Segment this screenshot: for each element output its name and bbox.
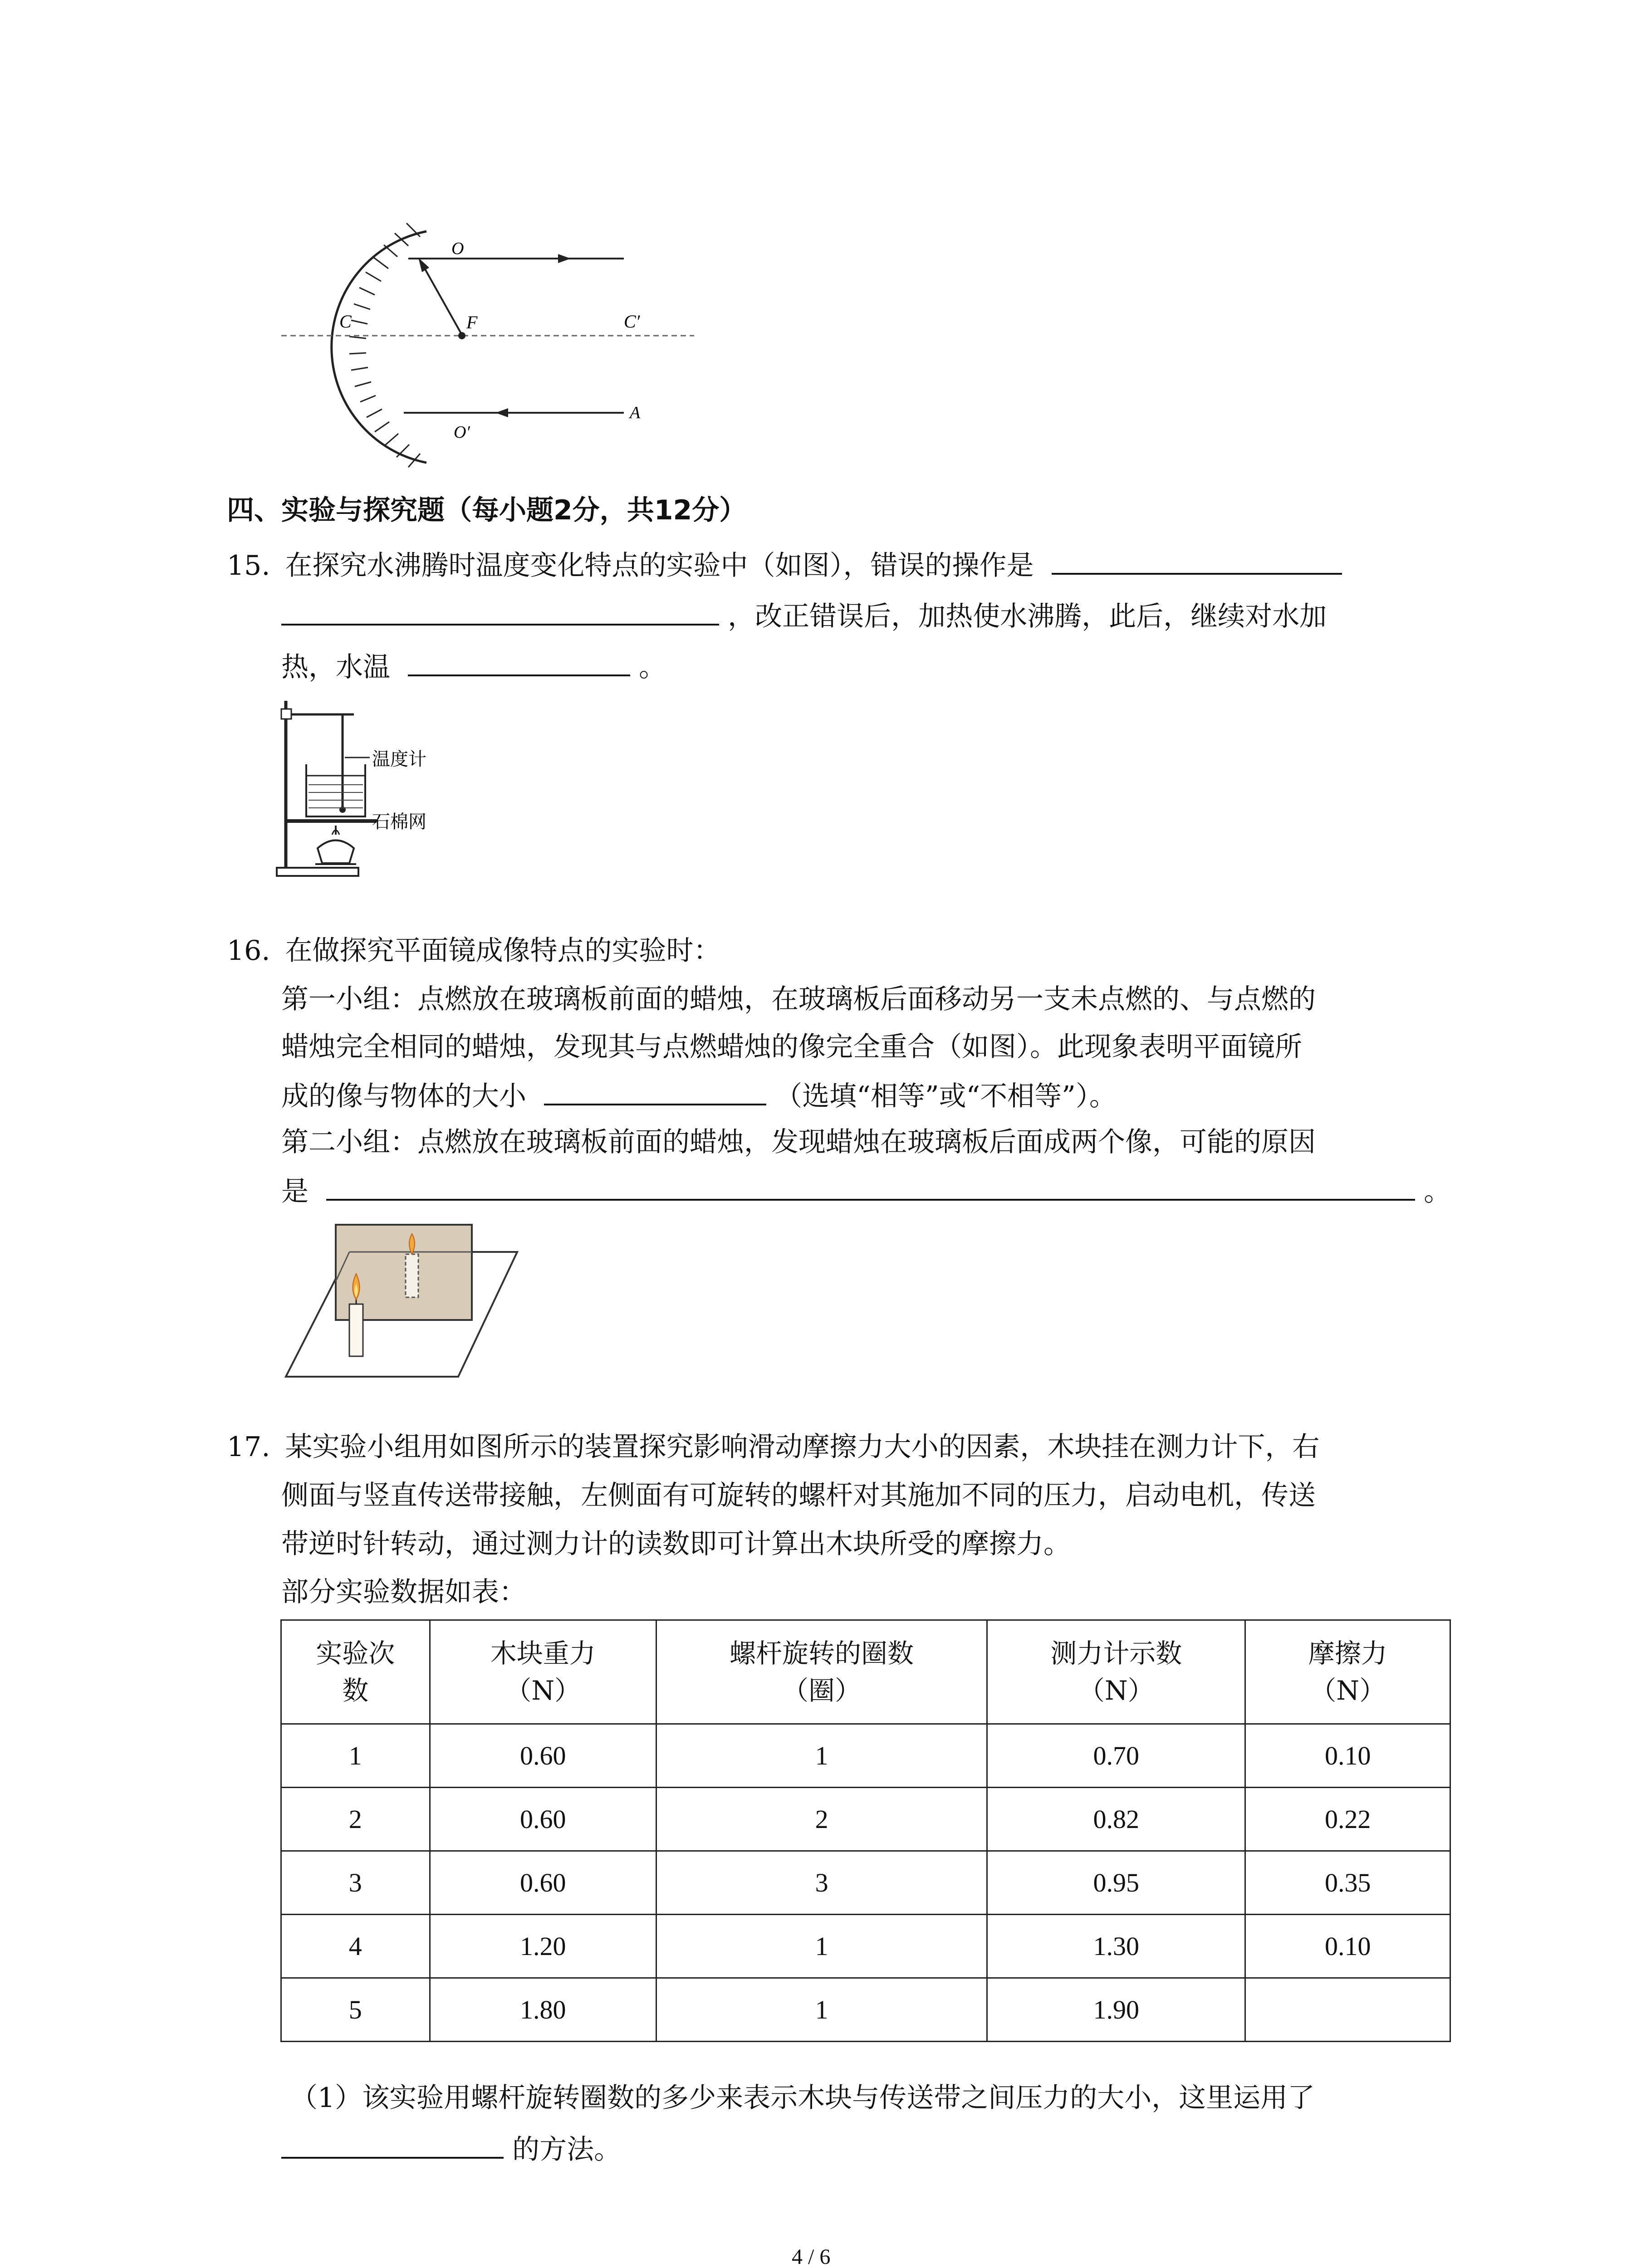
- cell: 1: [656, 1724, 987, 1788]
- cell: 1: [281, 1724, 430, 1788]
- q16-g2-text2b: 。: [1424, 1176, 1451, 1207]
- cell: 0.70: [987, 1724, 1245, 1788]
- cell: 1: [656, 1915, 987, 1978]
- cell: 3: [281, 1851, 430, 1915]
- q16-number: 16.: [227, 935, 270, 967]
- cell: 0.82: [987, 1788, 1245, 1851]
- table-row: [281, 1978, 1450, 2042]
- label-O-prime: O′: [454, 423, 470, 442]
- cell: 1.90: [987, 1978, 1245, 2042]
- q16-line-intro: [227, 933, 721, 969]
- cell: 0.35: [1245, 1851, 1450, 1915]
- q15-text3b: 。: [639, 651, 666, 683]
- header-turns: 螺杆旋转的圈数 （圈）: [656, 1620, 987, 1724]
- page-number: 4 / 6: [792, 2245, 831, 2268]
- q16-g2-text2a: 是: [281, 1176, 309, 1207]
- table-row: [281, 1915, 1450, 1978]
- thermometer-label: 温度计: [372, 749, 426, 770]
- q17-line4: 部分实验数据如表：: [281, 1576, 526, 1608]
- q16-g1-text3a: 成的像与物体的大小: [281, 1080, 526, 1112]
- table-row: [281, 1724, 1450, 1788]
- q16-g1-line2: 蜡烛完全相同的蜡烛，发现其与点燃蜡烛的像完全重合（如图）。此现象表明平面镜所: [281, 1031, 1302, 1063]
- q15-text3a: 热，水温: [281, 651, 390, 683]
- header-trial: 实验次 数: [281, 1620, 430, 1724]
- section-heading: 四、实验与探究题（每小题2分，共12分）: [227, 494, 747, 526]
- label-F: F: [466, 312, 478, 332]
- cell: 0.10: [1245, 1724, 1450, 1788]
- q15-text1: 在探究水沸腾时温度变化特点的实验中（如图），错误的操作是: [285, 550, 1034, 582]
- table-row: [281, 1788, 1450, 1851]
- q16-g2-line1: 第二小组：点燃放在玻璃板前面的蜡烛，发现蜡烛在玻璃板后面成两个像，可能的原因: [281, 1126, 1316, 1158]
- friction-data-table: [280, 1619, 1451, 2042]
- label-C: C: [339, 311, 352, 332]
- table-row: [281, 1851, 1450, 1915]
- cell: 1.80: [430, 1978, 656, 2042]
- q17-blank1[interactable]: [281, 2130, 504, 2159]
- q16-g1-text3b: （选填“相等”或“不相等”）。: [775, 1080, 1117, 1112]
- cell: 4: [281, 1915, 430, 1978]
- q15-line1: [227, 546, 1342, 584]
- q15-number: 15.: [227, 550, 270, 582]
- concave-mirror-figure: [272, 200, 708, 481]
- q16-blank1[interactable]: [544, 1076, 766, 1105]
- table-header-row: [281, 1620, 1450, 1724]
- cell: 1.20: [430, 1915, 656, 1978]
- q16-intro: 在做探究平面镜成像特点的实验时：: [285, 935, 721, 967]
- label-C-prime: C′: [624, 311, 640, 332]
- q16-g2-line2: [281, 1172, 1451, 1210]
- header-friction: 摩擦力 （N）: [1245, 1620, 1450, 1724]
- q17-sub1-text2: 的方法。: [512, 2134, 622, 2165]
- cell: 0.95: [987, 1851, 1245, 1915]
- q15-line2: [281, 596, 1327, 635]
- q17-line1: [227, 1429, 1320, 1465]
- boiling-apparatus-figure: [272, 696, 481, 887]
- friction-blank-cell[interactable]: [1245, 1978, 1450, 2042]
- q15-blank1-cont[interactable]: [281, 596, 719, 626]
- q17-text1: 某实验小组用如图所示的装置探究影响滑动摩擦力大小的因素，木块挂在测力计下，右: [285, 1431, 1320, 1463]
- cell: 3: [656, 1851, 987, 1915]
- cell: 0.22: [1245, 1788, 1450, 1851]
- cell: 0.60: [430, 1788, 656, 1851]
- q16-blank2[interactable]: [326, 1172, 1415, 1201]
- q15-line3: [281, 647, 666, 685]
- cell: 2: [281, 1788, 430, 1851]
- q17-line2: 侧面与竖直传送带接触，左侧面有可旋转的螺杆对其施加不同的压力，启动电机，传送: [281, 1480, 1316, 1511]
- q17-line3: 带逆时针转动，通过测力计的读数即可计算出木块所受的摩擦力。: [281, 1528, 1071, 1560]
- q17-number: 17.: [227, 1431, 270, 1463]
- q16-g1-line1: 第一小组：点燃放在玻璃板前面的蜡烛，在玻璃板后面移动另一支未点燃的、与点燃的: [281, 983, 1316, 1015]
- cell: 0.10: [1245, 1915, 1450, 1978]
- gauze-label: 石棉网: [372, 811, 426, 832]
- cell: 1: [656, 1978, 987, 2042]
- label-O: O: [451, 239, 464, 258]
- label-A: A: [630, 403, 641, 422]
- plane-mirror-figure: [277, 1216, 531, 1383]
- cell: 2: [656, 1788, 987, 1851]
- header-reading: 测力计示数 （N）: [987, 1620, 1245, 1724]
- q17-sub1-line1: （1）该实验用螺杆旋转圈数的多少来表示木块与传送带之间压力的大小，这里运用了: [290, 2082, 1315, 2114]
- q15-blank2[interactable]: [408, 647, 630, 676]
- header-weight: 木块重力 （N）: [430, 1620, 656, 1724]
- cell: 0.60: [430, 1724, 656, 1788]
- q15-blank1[interactable]: [1052, 546, 1342, 575]
- q16-g1-line3: [281, 1076, 1117, 1114]
- cell: 5: [281, 1978, 430, 2042]
- cell: 0.60: [430, 1851, 656, 1915]
- cell: 1.30: [987, 1915, 1245, 1978]
- q17-sub1-line2: [281, 2130, 621, 2168]
- q15-text2: ，改正错误后，加热使水沸腾，此后，继续对水加: [728, 601, 1327, 632]
